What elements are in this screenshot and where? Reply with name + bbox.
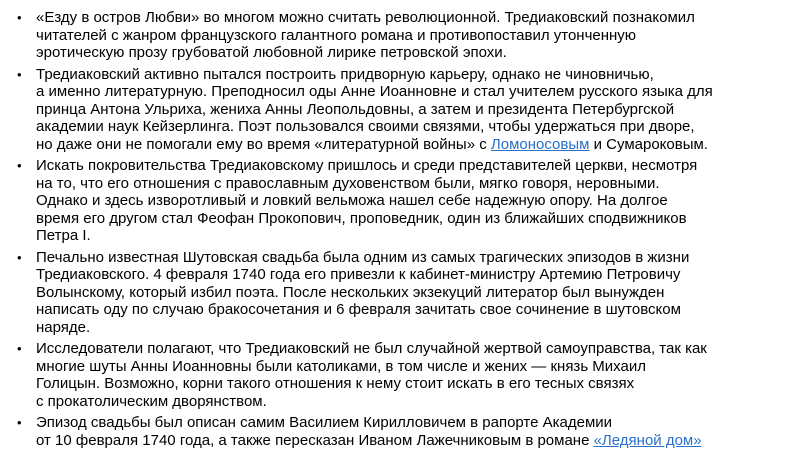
bullet-text <box>36 9 800 62</box>
bullet-item <box>0 340 800 410</box>
text-line <box>36 66 800 84</box>
text-line <box>36 375 800 393</box>
text-line <box>36 301 800 319</box>
bullet-item <box>0 249 800 337</box>
text-line <box>36 175 800 193</box>
text-run: Петра I. <box>36 227 91 244</box>
text-line <box>36 266 800 284</box>
text-run: читателей с жанром французского галантного романа и противопоставил утонченную <box>36 26 637 44</box>
bullet-text <box>36 340 800 410</box>
text-run: принца Антона Ульриха, жениха Анны Леопольдовны, а затем и президента Петербургской <box>36 100 675 118</box>
bullet-item <box>0 414 800 449</box>
text-run: Искать покровительства Тредиаковскому пришлось и среди представителей церкви, несмотря <box>36 157 698 174</box>
text-run: Тредиаковский активно пытался построить придворную карьеру, однако не чиновничью, <box>36 65 654 83</box>
bullet-marker-icon: • <box>17 10 22 25</box>
text-line <box>36 192 800 210</box>
text-line <box>36 118 800 136</box>
text-line <box>36 284 800 302</box>
bullet-marker-icon: • <box>17 249 22 265</box>
text-run: на то, что его отношения с православным духовенством были, мягко говоря, неровными. <box>36 174 660 192</box>
text-run: многие шуты Анны Иоанновны были католиками, в том числе и жених — князь Михаил <box>36 357 646 375</box>
text-run: от 10 февраля 1740 года, а также пересказан Иваном Лажечниковым в романе <box>36 431 594 449</box>
bullet-text <box>36 414 800 449</box>
text-line <box>36 9 800 27</box>
link-ledyanoy-dom[interactable]: «Ледяной дом» <box>593 431 702 449</box>
text-line <box>36 83 800 101</box>
text-line <box>36 157 800 175</box>
text-run: время его другом стал Феофан Прокопович, проповедник, один из ближайших сподвижников <box>36 209 687 227</box>
text-line <box>36 358 800 376</box>
text-run: Однако и здесь изворотливый и ловкий вельможа нашел себе надежную опору. На долгое <box>36 192 668 209</box>
text-line <box>36 227 800 245</box>
link-lomonosov[interactable]: Ломоносовым <box>490 135 590 153</box>
text-run: написать оду по случаю бракосочетания и 6 февраля зачитать свое сочинение в шутовском <box>36 301 681 318</box>
bullet-item <box>0 9 800 62</box>
text-run: академии наук Кейзерлинга. Поэт пользовался своими связями, чтобы удержаться при дворе, <box>36 118 695 135</box>
text-run: с прокатолическим дворянством. <box>36 392 267 410</box>
bullet-text <box>36 157 800 245</box>
bullet-text <box>36 249 800 337</box>
bullet-item <box>0 157 800 245</box>
text-line <box>36 393 800 411</box>
text-line <box>36 136 800 154</box>
text-line <box>36 27 800 45</box>
text-run: Тредиаковского. 4 февраля 1740 года его привезли к кабинет-министру Артемию Петровичу <box>36 266 681 283</box>
text-line <box>36 210 800 228</box>
bullet-marker-icon: • <box>17 158 22 173</box>
text-line <box>36 432 800 450</box>
text-run: и Сумароковым. <box>589 135 708 153</box>
text-line <box>36 414 800 432</box>
text-line <box>36 44 800 62</box>
text-line <box>36 319 800 337</box>
text-line <box>36 101 800 119</box>
text-run: Волынскому, который избил поэта. После нескольких экзекуций литератор был вынужден <box>36 283 665 301</box>
text-run: Исследователи полагают, что Тредиаковский не был случайной жертвой самоуправства, так как <box>36 340 707 357</box>
text-line <box>36 249 800 267</box>
bullet-item <box>0 66 800 154</box>
text-run: эротическую прозу грубоватой любовной лирике петровской эпохи. <box>36 44 507 61</box>
bullet-marker-icon: • <box>17 66 22 82</box>
text-line <box>36 340 800 358</box>
text-run: «Езду в остров Любви» во многом можно считать революционной. Тредиаковский познакомил <box>36 9 695 26</box>
bullet-marker-icon: • <box>17 341 22 356</box>
bullet-list <box>0 9 800 449</box>
bullet-text <box>36 66 800 154</box>
text-run: но даже они не помогали ему во время «литературной войны» с <box>36 135 491 153</box>
text-run: Эпизод свадьбы был описан самим Василием Кирилловичем в рапорте Академии <box>36 414 613 431</box>
text-run: Голицын. Возможно, корни такого отношения к нему стоит искать в его тесных связях <box>36 375 635 392</box>
text-run: а именно литературную. Преподносил оды Анне Иоанновне и стал учителем русского языка для <box>36 83 713 100</box>
text-run: наряде. <box>36 318 91 336</box>
bullet-marker-icon: • <box>17 415 22 430</box>
text-run: Печально известная Шутовская свадьба была одним из самых трагических эпизодов в жизни <box>36 248 690 266</box>
